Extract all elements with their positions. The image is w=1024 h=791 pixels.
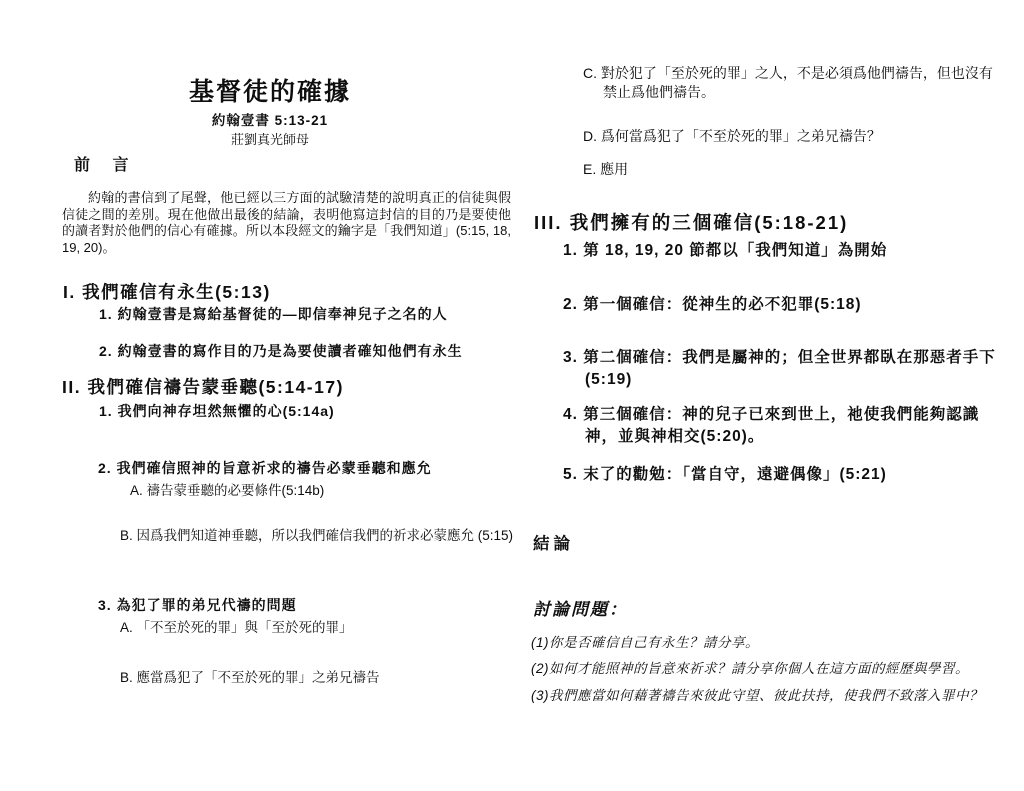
discussion-question-1: (1)你是否確信自己有永生？請分享。 — [531, 635, 759, 650]
outline-section1-item2: 2. 約翰壹書的寫作目的乃是為要使讀者確知他們有永生 — [99, 343, 463, 359]
outline-section2-heading: II. 我們確信禱告蒙垂聽(5:14-17) — [62, 377, 344, 397]
outline-section2-item3: 3. 為犯了罪的弟兄代禱的問題 — [98, 597, 297, 613]
conclusion-heading: 結論 — [533, 535, 574, 553]
preface-paragraph: 約翰的書信到了尾聲，他已經以三方面的試驗清楚的說明真正的信徒與假信徒之間的差別。現在他做出最後的結論，表明他寫這封信的目的乃是要使他的讀者對於他們的信心有確據。所以本段經文的鑰字是「我們知道」(5:15, 18, 19, 20)。 — [62, 190, 511, 255]
outline-section2-item2: 2. 我們確信照神的旨意祈求的禱告必蒙垂聽和應允 — [98, 460, 432, 476]
outline-section3-item2: 2. 第一個確信：從神生的必不犯罪(5:18) — [563, 296, 862, 313]
outline-section2-item1: 1. 我們向神存坦然無懼的心(5:14a) — [99, 403, 335, 419]
outline-section2-item3e: E. 應用 — [583, 161, 629, 177]
outline-section2-item3b: B. 應當爲犯了「不至於死的罪」之弟兄禱告 — [120, 670, 380, 685]
outline-section2-item2a: A. 禱告蒙垂聽的必要條件(5:14b) — [130, 483, 325, 498]
outline-section3-heading: III. 我們擁有的三個確信(5:18-21) — [534, 212, 849, 233]
discussion-heading: 討論問題： — [533, 600, 628, 619]
outline-section3-item1: 1. 第 18, 19, 20 節都以「我們知道」為開始 — [563, 242, 888, 259]
outline-section3-item4: 4. 第三個確信：神的兒子已來到世上，祂使我們能夠認識神，並與神相交(5:20)。 — [563, 406, 980, 445]
discussion-question-2: (2)如何才能照神的旨意來祈求？請分享你個人在這方面的經歷與學習。 — [531, 661, 969, 676]
doc-title: 基督徒的確據 — [188, 78, 351, 106]
discussion-question-3: (3)我們應當如何藉著禱告來彼此守望、彼此扶持，使我們不致落入罪中？ — [531, 688, 983, 703]
outline-section2-item3c: C. 對於犯了「至於死的罪」之人，不是必須爲他們禱告，但也沒有禁止爲他們禱告。 — [583, 65, 993, 100]
author-name: 莊劉真光師母 — [230, 132, 309, 147]
outline-section3-item5: 5. 末了的勸勉：「當自守，遠避偶像」(5:21) — [563, 466, 887, 483]
preface-heading: 前 言 — [74, 157, 138, 174]
outline-section2-item3a: A. 「不至於死的罪」與「至於死的罪」 — [120, 620, 353, 635]
outline-section1-item1: 1. 約翰壹書是寫給基督徒的—即信奉神兒子之名的人 — [99, 306, 448, 322]
outline-section2-item3d: D. 爲何當爲犯了「不至於死的罪」之弟兄禱告？ — [583, 128, 881, 144]
outline-section2-item2b: B. 因爲我們知道神垂聽，所以我們確信我們的祈求必蒙應允 (5:15) — [120, 528, 514, 543]
outline-section3-item3: 3. 第二個確信：我們是屬神的；但全世界都臥在那惡者手下(5:19) — [563, 349, 996, 388]
scripture-reference: 約翰壹書 5:13-21 — [211, 113, 329, 128]
outline-section1-heading: I. 我們確信有永生(5:13) — [63, 282, 271, 302]
